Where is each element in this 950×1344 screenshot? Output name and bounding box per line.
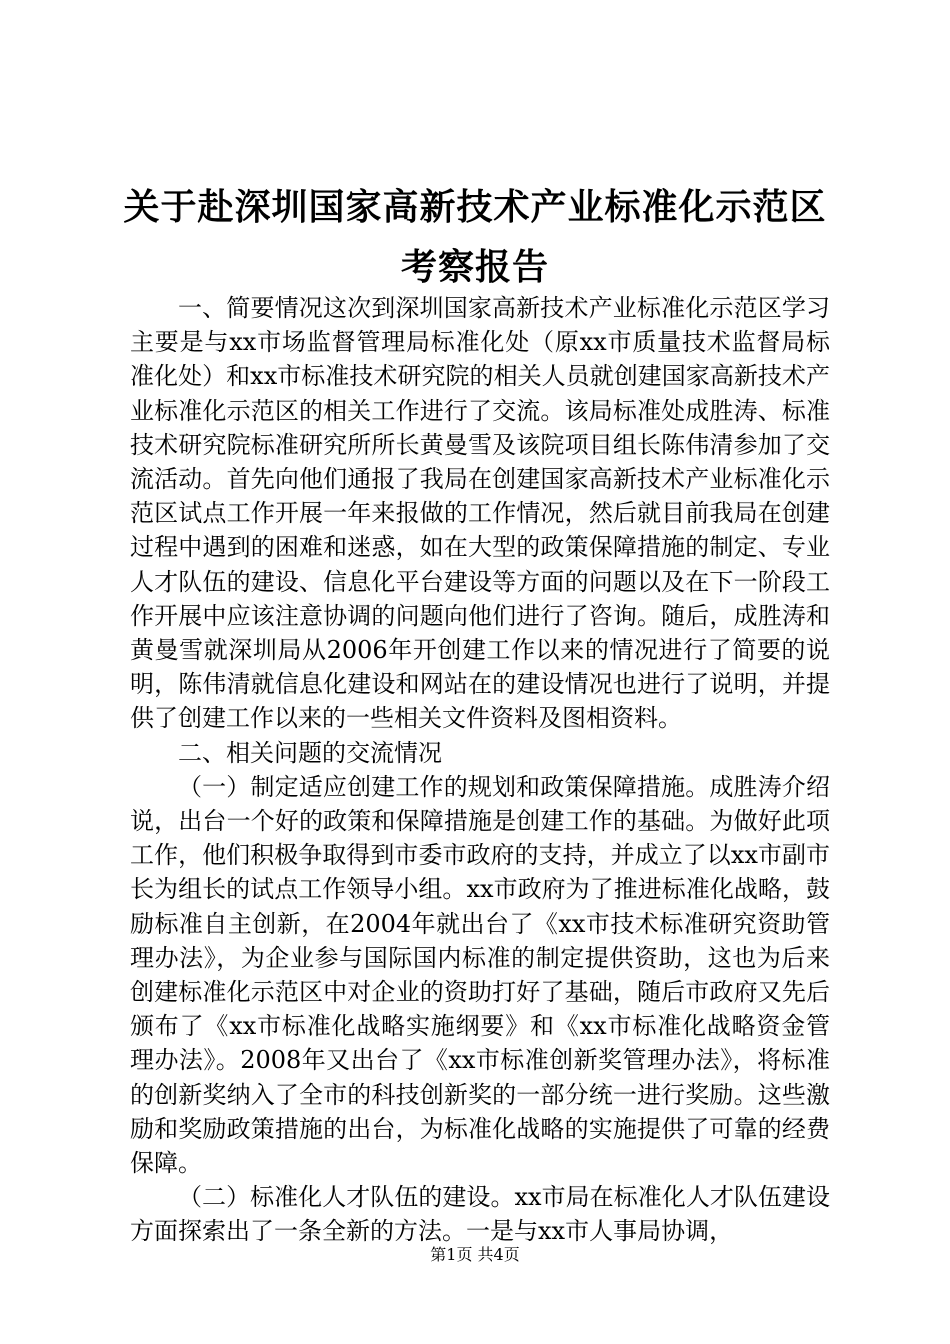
paragraph-talent: （二）标准化人才队伍的建设。xx市局在标准化人才队伍建设方面探索出了一条全新的方法。一是与xx市人事局协调， <box>130 1183 830 1246</box>
paragraph-summary: 一、简要情况这次到深圳国家高新技术产业标准化示范区学习主要是与xx市场监督管理局标准化处（原xx市质量技术监督局标准化处）和xx市标准技术研究院的相关人员就创建国家高新技术产业标准化示范区的相关工作进行了交流。该局标准处成胜涛、标准技术研究院标准研究所所长黄曼雪及该院项目组长陈伟清参加了交流活动。首先向他们通报了我局在创建国家高新技术产业标准化示范区试点工作开展一年来报做的工作情况，然后就目前我局在创建过程中遇到的困难和迷惑，如在大型的政策保障措施的制定、专业人才队伍的建设、信息化平台建设等方面的问题以及在下一阶段工作开展中应该注意协调的问题向他们进行了咨询。随后，成胜涛和黄曼雪就深圳局从2006年开创建工作以来的情况进行了简要的说明，陈伟清就信息化建设和网站在的建设情况也进行了说明，并提供了创建工作以来的一些相关文件资料及图相资料。 <box>130 294 830 733</box>
page-number-footer: 第1页 共4页 <box>430 1245 520 1264</box>
document-body <box>130 291 830 1249</box>
document-title: 关于赴深圳国家高新技术产业标准化示范区考察报告 <box>123 187 827 288</box>
section-heading-exchange: 二、相关问题的交流情况 <box>178 738 442 767</box>
paragraph-policy: （一）制定适应创建工作的规划和政策保障措施。成胜涛介绍说，出台一个好的政策和保障措施是创建工作的基础。为做好此项工作，他们积极争取得到市委市政府的支持，并成立了以xx市副市长为组长的试点工作领导小组。xx市政府为了推进标准化战略，鼓励标准自主创新，在2004年就出台了《xx市技术标准研究资助管理办法》，为企业参与国际国内标准的制定提供资助，这也为后来创建标准化示范区中对企业的资助打好了基础，随后市政府又先后颁布了《xx市标准化战略实施纲要》和《xx市标准化战略资金管理办法》。2008年又出台了《xx市标准创新奖管理办法》，将标准的创新奖纳入了全市的科技创新奖的一部分统一进行奖励。这些激励和奖励政策措施的出台，为标准化战略的实施提供了可靠的经费保障。 <box>130 772 830 1178</box>
